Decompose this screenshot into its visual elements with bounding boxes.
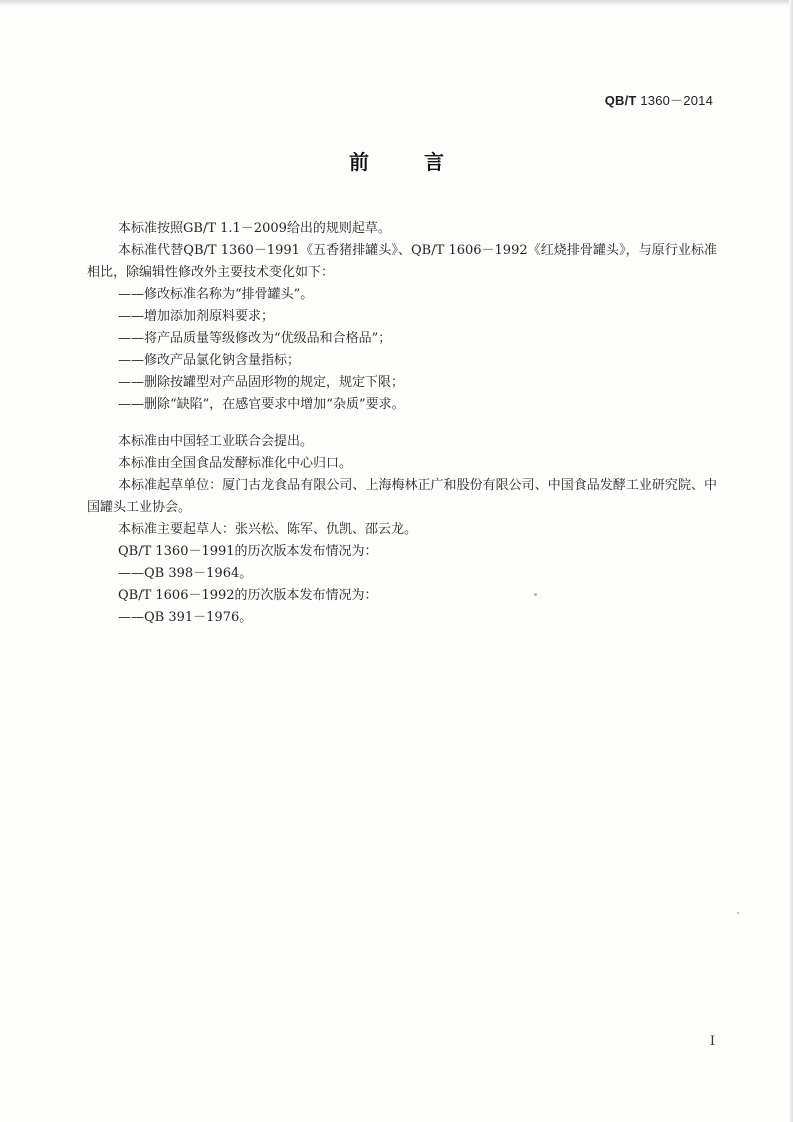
history-item: ——QB 398－1964。 (118, 566, 253, 581)
standard-code-number: 1360－2014 (640, 93, 713, 108)
paragraph-administrator: 本标准由全国食品发酵标准化中心归口。 (118, 456, 353, 471)
change-item: ——删除“缺陷”，在感官要求中增加“杂质”要求。 (118, 397, 405, 412)
change-item: ——修改产品氯化钠含量指标； (118, 353, 301, 368)
change-item: ——删除按罐型对产品固形物的规定，规定下限； (118, 375, 405, 390)
standard-code-prefix: QB/T (604, 93, 637, 108)
history-item: ——QB 391－1976。 (118, 610, 253, 625)
change-item: ——增加添加剂原料要求； (118, 309, 275, 324)
scan-edge-top (0, 0, 793, 6)
standard-code (605, 90, 713, 109)
paragraph-gap (87, 416, 717, 431)
scan-speck (737, 912, 739, 914)
change-item: ——将产品质量等级修改为“优级品和合格品”； (118, 331, 392, 346)
scan-speck (534, 593, 537, 596)
page-number: I (709, 1034, 715, 1049)
paragraph-drafting-units: 本标准起草单位：厦门古龙食品有限公司、上海梅林正广和股份有限公司、中国食品发酵工业研究院、中国罐头工业协会。 (87, 478, 717, 515)
paragraph-history-1606: QB/T 1606－1992的历次版本发布情况为： (118, 588, 378, 603)
paragraph-proposer: 本标准由中国轻工业联合会提出。 (118, 434, 314, 449)
change-item: ——修改标准名称为“排骨罐头”。 (118, 287, 314, 302)
foreword-body (87, 218, 717, 629)
paragraph-drafters: 本标准主要起草人：张兴松、陈军、仇凯、邵云龙。 (118, 522, 418, 537)
paragraph-drafting-rules: 本标准按照GB/T 1.1－2009给出的规则起草。 (118, 221, 391, 236)
page-title: 前 言 (349, 150, 468, 174)
paragraph-replacement: 本标准代替QB/T 1360－1991《五香猪排罐头》、QB/T 1606－1992《红烧排骨罐头》，与原行业标准相比，除编辑性修改外主要技术变化如下： (87, 243, 717, 280)
paragraph-history-1360: QB/T 1360－1991的历次版本发布情况为： (118, 544, 378, 559)
